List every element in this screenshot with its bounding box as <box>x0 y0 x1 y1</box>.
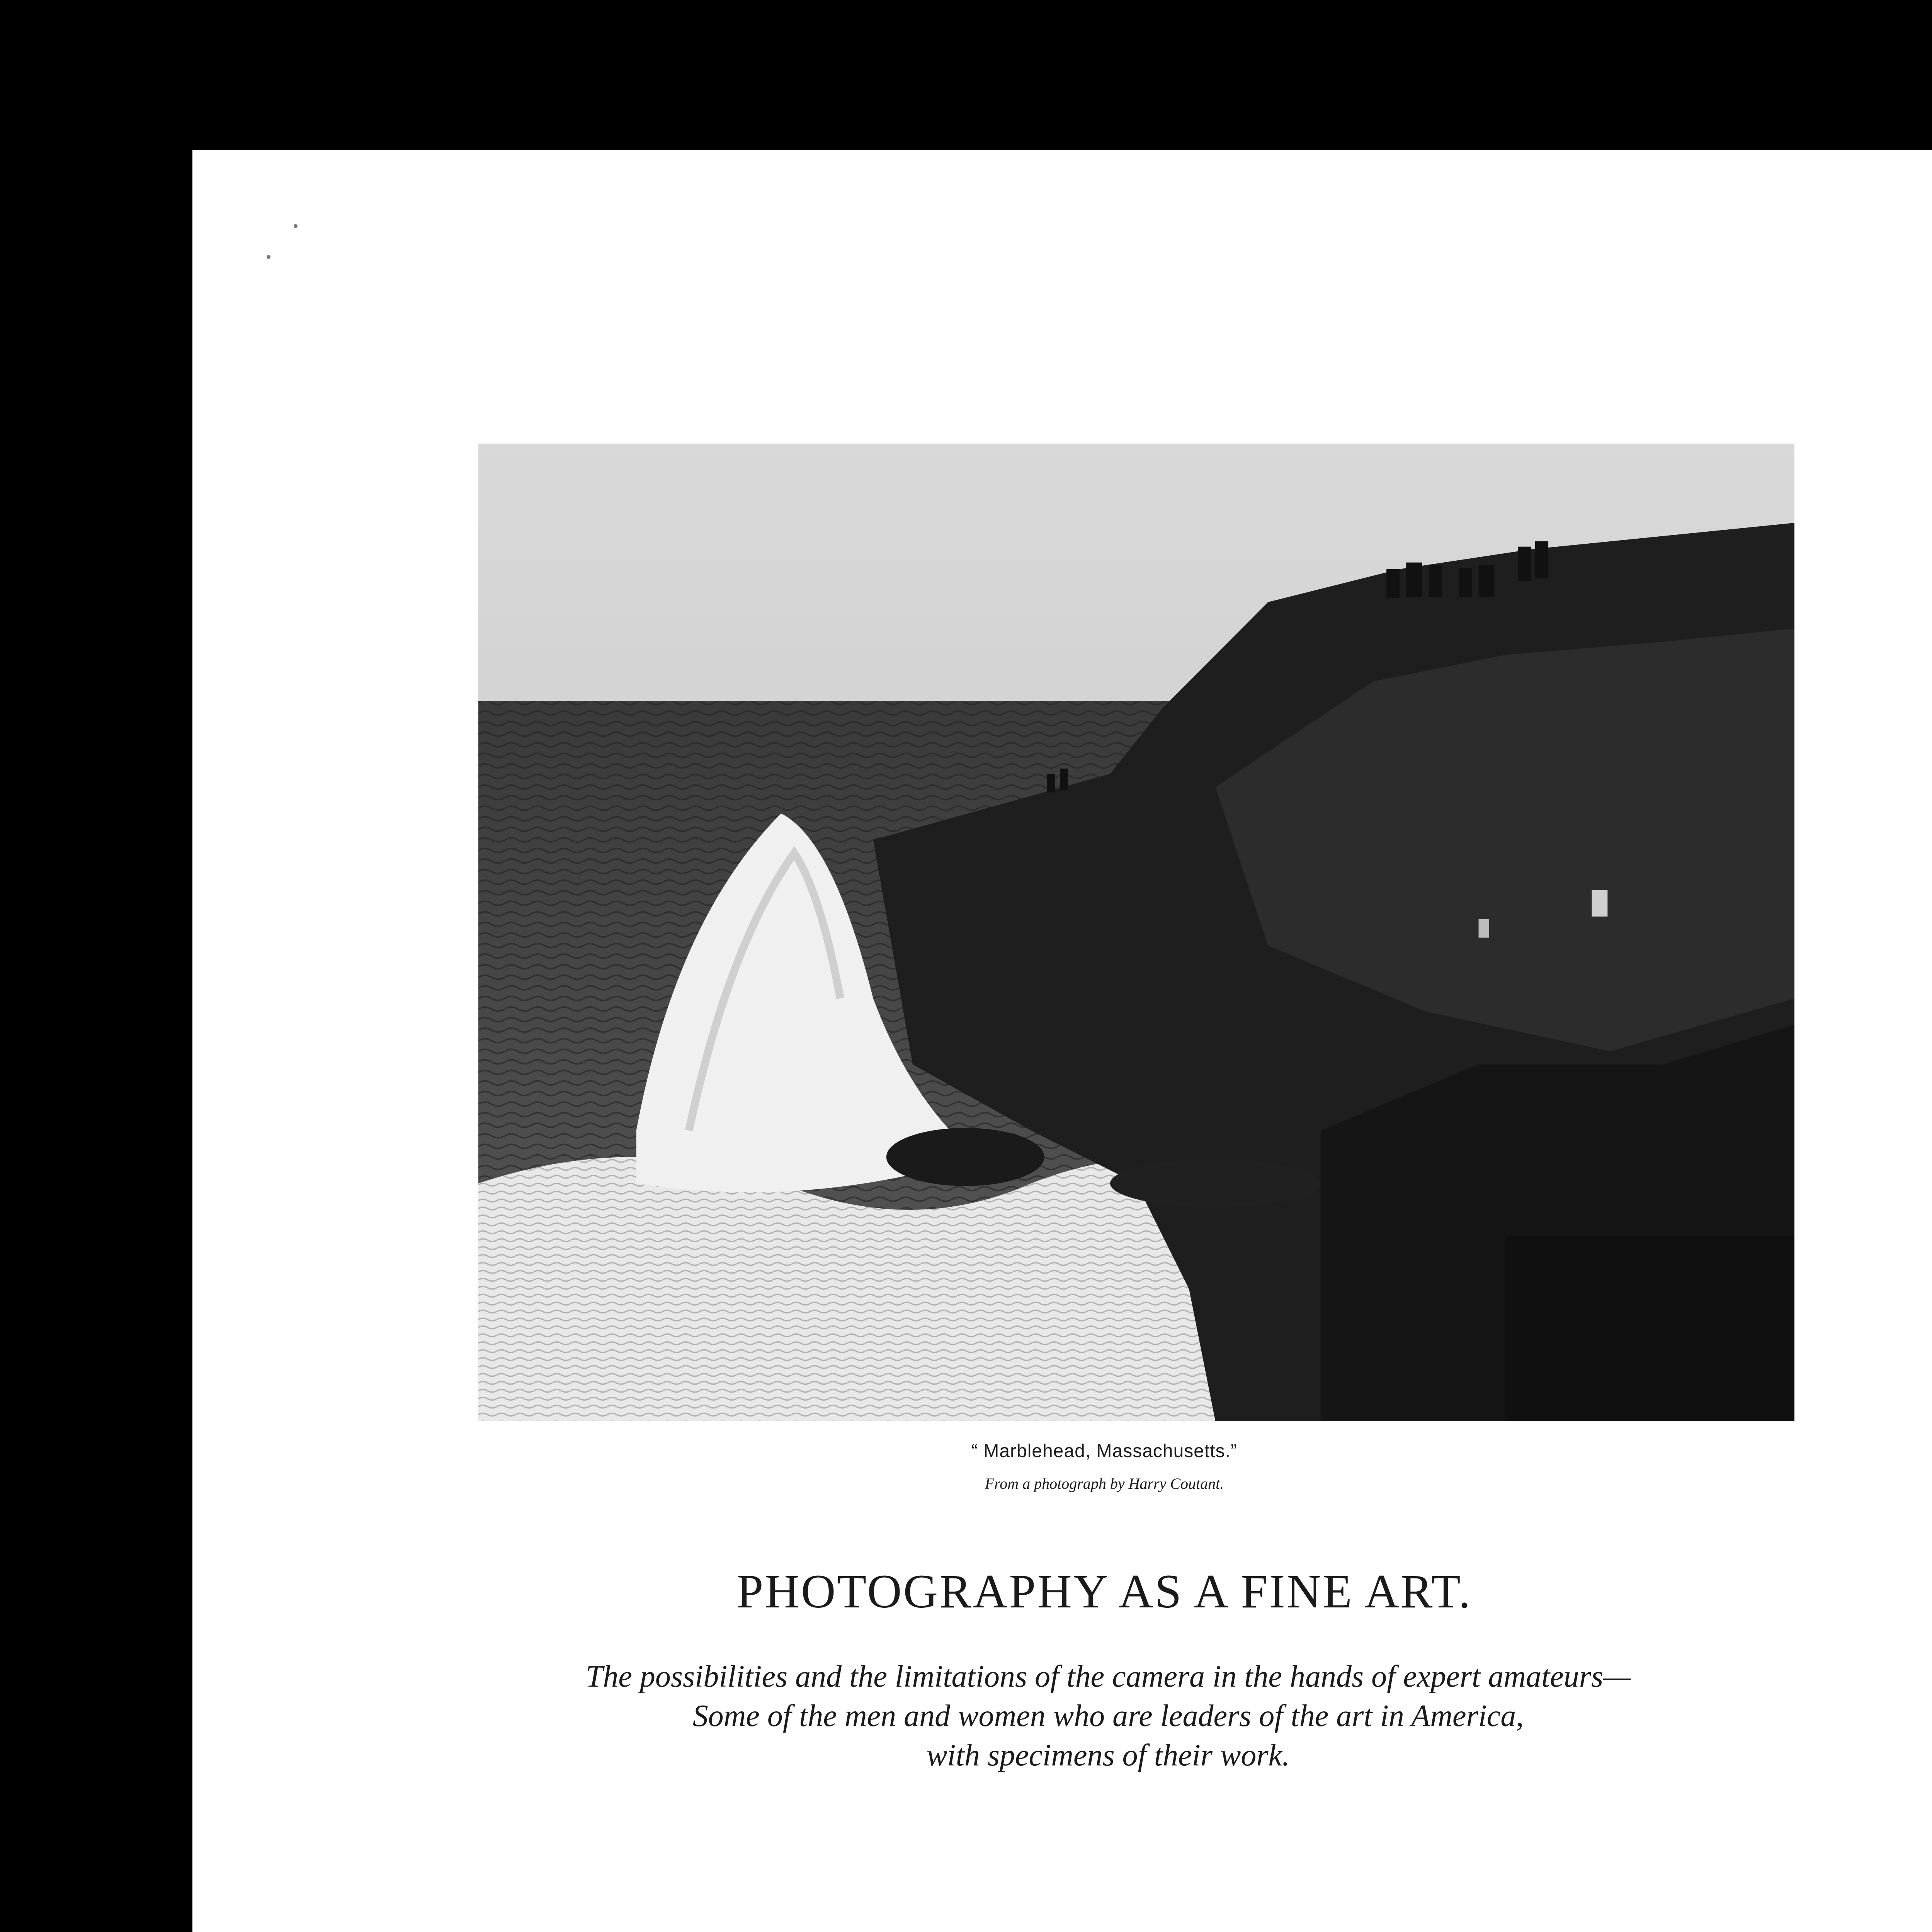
photo-caption-title: “ Marblehead, Massachusetts.” <box>971 1441 1237 1461</box>
magazine-page <box>192 150 1932 1932</box>
article-subtitle <box>409 1657 1808 1775</box>
subtitle-line: The possibilities and the limitations of the camera in the hands of expert amateurs— <box>585 1660 1631 1694</box>
marblehead-photograph <box>478 444 1794 1421</box>
subtitle-line: with specimens of their work. <box>927 1738 1290 1772</box>
scan-speck <box>294 224 298 228</box>
photo-caption-credit: From a photograph by Harry Coutant. <box>985 1475 1224 1492</box>
article-title: PHOTOGRAPHY AS A FINE ART. <box>736 1565 1472 1618</box>
subtitle-line: Some of the men and women who are leaders of the art in America, <box>692 1699 1524 1733</box>
scan-speck <box>267 255 270 259</box>
seascape-illustration <box>478 444 1794 1421</box>
